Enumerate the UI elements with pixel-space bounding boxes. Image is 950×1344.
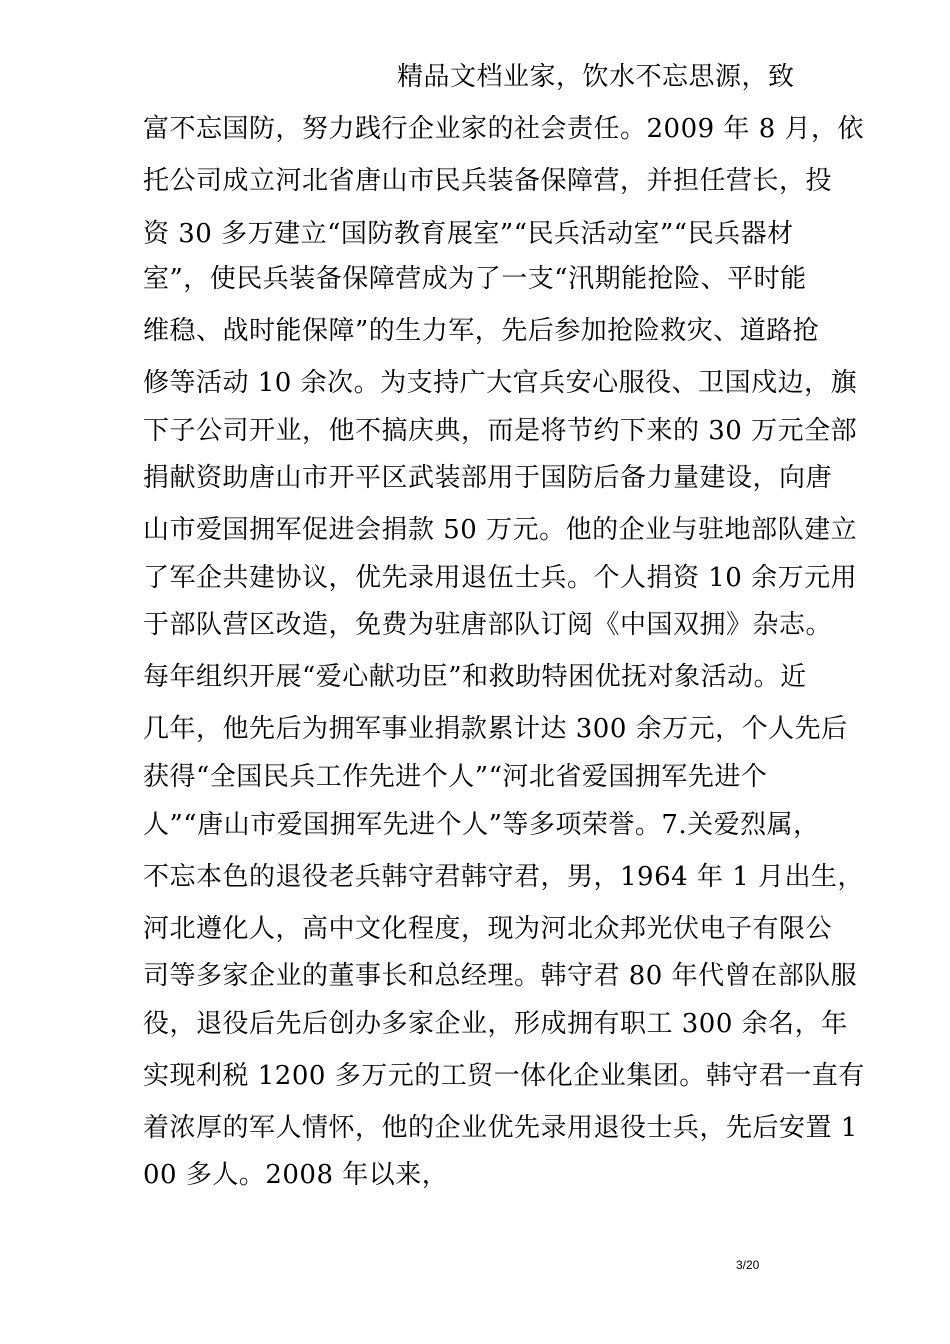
text-line: 室”，使民兵装备保障营成为了一支“汛期能抢险、平时能 — [143, 264, 807, 294]
text-line: 精品文档业家，饮水不忘思源，致 — [397, 62, 795, 92]
text-line: 获得“全国民兵工作先进个人”“河北省爱国拥军先进个 — [143, 762, 768, 792]
text-line: 河北遵化人，高中文化程度，现为河北众邦光伏电子有限公 — [143, 914, 833, 944]
text-line: 役，退役后先后创办多家企业，形成拥有职工 300 余名，年 — [143, 1009, 848, 1039]
page-number: 3/20 — [736, 1258, 760, 1272]
text-line: 富不忘国防，努力践行企业家的社会责任。2009 年 8 月，依 — [143, 114, 865, 144]
text-line: 修等活动 10 余次。为支持广大官兵安心服役、卫国戍边，旗 — [143, 368, 858, 398]
text-line: 维稳、战时能保障”的生力军，先后参加抢险救灾、道路抢 — [143, 316, 820, 346]
text-line: 人”“唐山市爱国拥军先进个人”等多项荣誉。7.关爱烈属， — [143, 810, 820, 840]
text-line: 于部队营区改造，免费为驻唐部队订阅《中国双拥》杂志。 — [143, 610, 833, 640]
text-line: 几年，他先后为拥军事业捐款累计达 300 余万元，个人先后 — [143, 714, 848, 744]
text-line: 资 30 多万建立“国防教育展室”“民兵活动室”“民兵器材 — [143, 219, 794, 249]
text-line: 实现利税 1200 多万元的工贸一体化企业集团。韩守君一直有 — [143, 1061, 865, 1091]
text-line: 司等多家企业的董事长和总经理。韩守君 80 年代曾在部队服 — [143, 961, 858, 991]
text-line: 每年组织开展“爱心献功臣”和救助特困优抚对象活动。近 — [143, 662, 807, 692]
text-line: 下子公司开业，他不搞庆典，而是将节约下来的 30 万元全部 — [143, 416, 858, 446]
text-line: 不忘本色的退役老兵韩守君韩守君，男，1964 年 1 月出生， — [143, 862, 865, 892]
text-line: 着浓厚的军人情怀，他的企业优先录用退役士兵，先后安置 1 — [143, 1113, 858, 1143]
text-line: 捐献资助唐山市开平区武装部用于国防后备力量建设，向唐 — [143, 463, 833, 493]
text-line: 了军企共建协议，优先录用退伍士兵。个人捐资 10 余万元用 — [143, 563, 858, 593]
text-line: 00 多人。2008 年以来， — [143, 1160, 449, 1190]
text-line: 山市爱国拥军促进会捐款 50 万元。他的企业与驻地部队建立 — [143, 515, 858, 545]
text-line: 托公司成立河北省唐山市民兵装备保障营，并担任营长，投 — [143, 166, 833, 196]
